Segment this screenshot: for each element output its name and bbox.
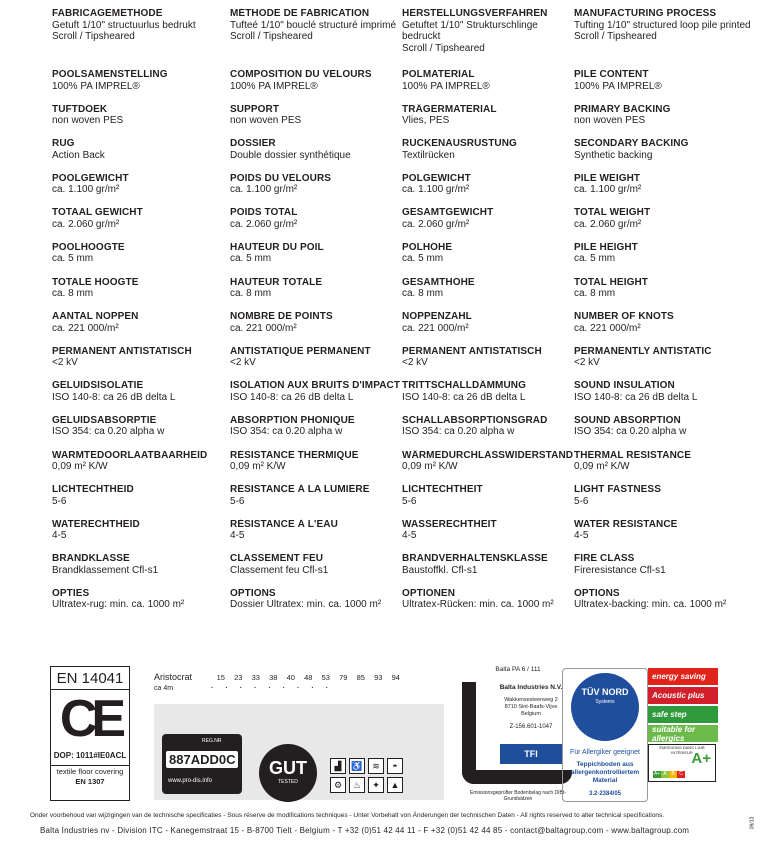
allergics-badge: suitable for allergics [648, 725, 718, 742]
certification-strip [50, 666, 740, 808]
width-value: 53 [321, 672, 330, 682]
spec-label: ABSORPTION PHONIQUE [230, 414, 355, 426]
spec-label: PILE WEIGHT [574, 172, 641, 184]
spec-item [574, 519, 752, 554]
width-value: 79 [339, 672, 348, 682]
spec-label: HAUTEUR DU POIL [230, 241, 324, 253]
spec-label: LICHTECHTHEID [52, 484, 134, 496]
spec-label: GESAMTHÖHE [402, 276, 475, 288]
ce-dop: DOP: 1011#IE0ACL [53, 751, 127, 760]
flame-icon: ✦ [368, 777, 384, 793]
spec-value: ca. 8 mm [230, 288, 272, 300]
heating-icon: ≋ [368, 758, 384, 774]
spec-item [52, 242, 230, 277]
spec-label: WÄRMEDURCHLASSWIDERSTAND [402, 449, 574, 461]
spec-label: THERMAL RESISTANCE [574, 449, 691, 461]
spec-label: PILE HEIGHT [574, 241, 638, 253]
width-value: 93 [374, 672, 383, 682]
spec-value: ISO 354: ca 0.20 alpha w [402, 426, 515, 438]
usage-icons [330, 758, 403, 793]
spec-item [574, 173, 752, 208]
width-value: 23 [234, 672, 243, 682]
spec-label: NOPPENZAHL [402, 311, 472, 323]
spec-value: non woven PES [574, 115, 646, 127]
spec-value: ca. 221 000/m² [402, 322, 469, 334]
spec-item [574, 380, 752, 415]
tuv-seal-icon: TÜV NORD Systems [571, 673, 639, 741]
spec-item [230, 519, 402, 554]
spec-value: ca. 5 mm [574, 253, 616, 265]
spec-label: POLHÖHE [402, 241, 453, 253]
spec-label: AANTAL NOPPEN [52, 311, 139, 323]
spec-item [402, 415, 574, 450]
spec-value: ca. 1.100 gr/m² [402, 184, 470, 196]
spec-item [574, 484, 752, 519]
spec-value: <2 kV [230, 357, 256, 369]
footer-contact: Balta Industries nv - Division ITC - Kanegemstraat 15 - B-8700 Tielt - Belgium - T +32 (0)51 42 44 11 - F +32 (0)51 42 44 85 - contact@baltagroup.com - www.baltagroup.com [40, 826, 690, 835]
gut-registration-card: REG.NR 887ADD0C www.pro-dis.info [162, 734, 242, 794]
spec-item [574, 242, 752, 277]
spec-item [402, 519, 574, 554]
spec-value: Tufting 1/10" structured loop pile printed Scroll / Tipsheared [574, 19, 751, 42]
spec-column-nl [52, 8, 230, 623]
indoor-air-label: ÉMISSIONS DANS L'AIR INTÉRIEUR A+ A+ A B C [648, 744, 716, 782]
width-value: 38 [269, 672, 278, 682]
spec-label: GELUIDSISOLATIE [52, 380, 144, 392]
foot-icon: ◓ [387, 758, 403, 774]
spec-item [574, 588, 752, 623]
spec-value: Ultratex-Rücken: min. ca. 1000 m² [402, 599, 554, 611]
gut-emblem-icon: GUT TESTED [259, 744, 317, 802]
spec-label: DOSSIER [230, 138, 276, 150]
spec-label: HERSTELLUNGSVERFAHREN [402, 8, 548, 19]
spec-item [574, 207, 752, 242]
spec-item [402, 553, 574, 588]
spec-item [230, 242, 402, 277]
spec-item [230, 588, 402, 623]
spec-label: OPTIES [52, 587, 90, 599]
spec-item [230, 415, 402, 450]
safe-step-badge: safe step [648, 706, 718, 723]
spec-item [230, 138, 402, 173]
spec-label: POOLHOOGTE [52, 241, 125, 253]
spec-value: Ultratex-backing: min. ca. 1000 m² [574, 599, 727, 611]
spec-label: SOUND INSULATION [574, 380, 675, 392]
spec-label: OPTIONS [574, 587, 620, 599]
spec-value: ca. 2.060 gr/m² [52, 218, 120, 230]
spec-label: POOLGEWICHT [52, 172, 129, 184]
spec-value: Fireresistance Cfl-s1 [574, 564, 666, 576]
spec-value: ca. 221 000/m² [574, 322, 641, 334]
spec-value: 4-5 [230, 530, 245, 542]
spec-label: LIGHT FASTNESS [574, 484, 661, 496]
tuv-allergy-label: TÜV NORD Systems Für Allergiker geeignet Teppichboden aus allergenkontrolliertem Material 3.2-2384/05 [562, 668, 648, 802]
spec-item [52, 553, 230, 588]
spec-value: ca. 5 mm [230, 253, 272, 265]
spec-item [574, 104, 752, 139]
spec-item [52, 69, 230, 104]
spec-label: BRANDVERHALTENSKLASSE [402, 553, 548, 565]
spec-value: ISO 354: ca 0.20 alpha w [574, 426, 687, 438]
spec-item [402, 311, 574, 346]
spec-label: PRIMARY BACKING [574, 103, 671, 115]
spec-label: RÉSISTANCE À L'EAU [230, 518, 338, 530]
spec-item [402, 104, 574, 139]
spec-item [230, 277, 402, 312]
spec-value: 5-6 [402, 495, 417, 507]
spec-label: POOLSAMENSTELLING [52, 69, 168, 80]
tfi-logo: TFI [500, 744, 562, 764]
spec-item [574, 8, 752, 69]
spec-value: 0,09 m² K/W [402, 461, 458, 473]
spec-item [52, 104, 230, 139]
spec-value: ca. 2.060 gr/m² [230, 218, 298, 230]
spec-item [574, 450, 752, 485]
spec-value: ca. 5 mm [52, 253, 94, 265]
ce-text: textile floor covering EN 1307 [56, 767, 124, 786]
spec-item [574, 277, 752, 312]
spec-item [402, 173, 574, 208]
width-value: 48 [304, 672, 313, 682]
spec-label: OPTIONEN [402, 587, 456, 599]
spec-value: ISO 140-8: ca 26 dB delta L [574, 391, 698, 403]
u-mark-icon: Balta Industries N.V. Wakkensesteenweg 2 8710 Sint-Baafs-Vijve Belgium Z-156.601-1047 TFI [462, 682, 572, 784]
spec-item [402, 242, 574, 277]
spec-label: TOTAAL GEWICHT [52, 207, 143, 219]
spec-item [574, 346, 752, 381]
spec-value: 0,09 m² K/W [52, 461, 108, 473]
spec-value: Baustoffkl. Cfl-s1 [402, 564, 478, 576]
spec-item [230, 311, 402, 346]
spec-item [230, 207, 402, 242]
spec-label: TUFTDOEK [52, 103, 108, 115]
spec-label: RÉSISTANCE THERMIQUE [230, 449, 359, 461]
spec-value: 100% PA IMPREL® [52, 80, 140, 92]
spec-value: ca. 8 mm [574, 288, 616, 300]
width-value: 33 [251, 672, 260, 682]
spec-item [402, 138, 574, 173]
spec-label: COMPOSITION DU VELOURS [230, 69, 372, 80]
spec-label: SECONDARY BACKING [574, 138, 689, 150]
ce-standard: EN 14041 [56, 670, 124, 687]
gut-web: www.pro-dis.info [168, 778, 213, 784]
spec-value: 5-6 [230, 495, 245, 507]
spec-label: TOTALE HOOGTE [52, 276, 139, 288]
spec-label: ANTISTATIQUE PERMANENT [230, 345, 371, 357]
spec-label: POIDS DU VELOURS [230, 172, 332, 184]
spec-item [52, 8, 230, 69]
spec-grid [52, 8, 752, 623]
spec-label: MANUFACTURING PROCESS [574, 8, 717, 19]
spec-value: ISO 140-8: ca 26 dB delta L [402, 391, 526, 403]
spec-value: Dossier Ultratex: min. ca. 1000 m² [230, 599, 382, 611]
aristocrat-dots: ········· [211, 685, 341, 692]
spec-label: BRANDKLASSE [52, 553, 130, 565]
wheel-icon: ⚙ [330, 777, 346, 793]
spec-label: NUMBER OF KNOTS [574, 311, 674, 323]
spec-item [52, 450, 230, 485]
spec-label: TRÄGERMATERIAL [402, 103, 497, 115]
spec-label: CLASSEMENT FEU [230, 553, 324, 565]
spec-value: ca. 2.060 gr/m² [574, 218, 642, 230]
spec-value: ca. 1.100 gr/m² [52, 184, 120, 196]
spec-label: PERMANENT ANTISTATISCH [402, 345, 542, 357]
spec-label: WARMTEDOORLAATBAARHEID [52, 449, 208, 461]
aristocrat-widths [154, 672, 454, 802]
width-value: 15 [216, 672, 225, 682]
spec-label: RUG [52, 138, 75, 150]
spec-label: RÉSISTANCE À LA LUMIÈRE [230, 484, 370, 496]
spec-value: Action Back [52, 149, 105, 161]
footer-disclaimer: Onder voorbehoud van wijzigingen van de technische specificaties - Sous réserve de modifications techniques - Unter Vorbehalt von Änderungen der technischen Daten - All rights reserved to alter technical specifications. [30, 812, 665, 819]
spec-item [574, 553, 752, 588]
gut-reg-number: 887ADD0C [166, 751, 238, 768]
spec-item [402, 277, 574, 312]
aristocrat-name: Aristocrat [154, 672, 193, 682]
spec-label: OPTIONS [230, 587, 276, 599]
spec-item [402, 484, 574, 519]
spec-item [52, 380, 230, 415]
spec-label: WASSERECHTHEIT [402, 518, 497, 530]
spec-label: GELUIDSABSORPTIE [52, 414, 157, 426]
spec-value: ca. 221 000/m² [230, 322, 297, 334]
spec-item [402, 8, 574, 69]
spec-item [230, 553, 402, 588]
spec-item [52, 138, 230, 173]
spec-item [52, 415, 230, 450]
spec-label: TOTAL HEIGHT [574, 276, 648, 288]
spec-value: ISO 354: ca 0.20 alpha w [52, 426, 165, 438]
spec-label: TOTAL WEIGHT [574, 207, 651, 219]
spec-item [52, 484, 230, 519]
spec-item [52, 588, 230, 623]
spec-value: Tufteé 1/10" bouclé structuré imprimé Scroll / Tipsheared [230, 19, 397, 42]
spec-item [402, 380, 574, 415]
spec-value: Brandklassement Cfl-s1 [52, 564, 159, 576]
energy-saving-badge: energy saving [648, 668, 718, 685]
spec-label: HAUTEUR TOTALE [230, 276, 323, 288]
spec-label: SOUND ABSORPTION [574, 414, 681, 426]
spec-item [230, 484, 402, 519]
spec-value: Textilrücken [402, 149, 455, 161]
spec-value: 4-5 [574, 530, 589, 542]
spec-value: Vlies, PES [402, 115, 450, 127]
spec-label: FABRICAGEMETHODE [52, 8, 163, 19]
aristocrat-row [154, 685, 454, 692]
spec-value: 4-5 [402, 530, 417, 542]
spec-label: PILE CONTENT [574, 69, 649, 80]
spec-item [574, 311, 752, 346]
spec-item [230, 450, 402, 485]
spec-item [402, 346, 574, 381]
spec-value: ISO 140-8: ca 26 dB delta L [230, 391, 354, 403]
spec-item [402, 69, 574, 104]
spec-value: ca. 221 000/m² [52, 322, 119, 334]
spec-value: ca. 5 mm [402, 253, 444, 265]
spec-item [402, 207, 574, 242]
spec-label: PERMANENTLY ANTISTATIC [574, 345, 712, 357]
width-value: 40 [286, 672, 295, 682]
footer-code: 09/13 [749, 816, 756, 830]
spec-item [402, 450, 574, 485]
spec-value: <2 kV [402, 357, 428, 369]
fire-icon: ♨ [349, 777, 365, 793]
spec-column-de [402, 8, 574, 623]
spec-value: ca. 1.100 gr/m² [230, 184, 298, 196]
spec-value: 100% PA IMPREL® [402, 80, 490, 92]
acoustic-plus-badge: Acoustic plus [648, 687, 718, 704]
spec-value: 4-5 [52, 530, 67, 542]
spec-item [230, 346, 402, 381]
spec-value: ISO 140-8: ca 26 dB delta L [52, 391, 176, 403]
chair-icon: ♿ [349, 758, 365, 774]
spec-item [230, 380, 402, 415]
balta-top: Balta PA 6 / 111 [495, 666, 541, 673]
spec-value: ca. 1.100 gr/m² [574, 184, 642, 196]
spec-item [574, 69, 752, 104]
ce-label [50, 666, 130, 801]
aristocrat-row-label: ca 4m [154, 685, 174, 692]
spec-item [52, 519, 230, 554]
width-value: 85 [356, 672, 365, 682]
spec-value: Getuft 1/10" structuurlus bedrukt Scroll / Tipsheared [52, 19, 196, 42]
spec-value: 5-6 [574, 495, 589, 507]
spec-item [52, 346, 230, 381]
spec-item [230, 8, 402, 69]
level-icon: ▲ [387, 777, 403, 793]
spec-value: ca. 2.060 gr/m² [402, 218, 470, 230]
spec-item [52, 311, 230, 346]
spec-value: ca. 8 mm [402, 288, 444, 300]
spec-value: 5-6 [52, 495, 67, 507]
spec-item [230, 69, 402, 104]
spec-label: ISOLATION AUX BRUITS D'IMPACT [230, 380, 401, 392]
spec-label: POLGEWICHT [402, 172, 471, 184]
stairs-icon: ▟ [330, 758, 346, 774]
green-labels [648, 668, 718, 782]
spec-label: POIDS TOTAL [230, 207, 298, 219]
spec-label: SUPPORT [230, 103, 280, 115]
ce-mark-icon: CE [59, 690, 121, 748]
spec-label: LICHTECHTHEIT [402, 484, 483, 496]
spec-label: PERMANENT ANTISTATISCH [52, 345, 192, 357]
spec-label: GESAMTGEWICHT [402, 207, 494, 219]
spec-label: WATER RESISTANCE [574, 518, 678, 530]
spec-item [52, 277, 230, 312]
spec-value: <2 kV [52, 357, 78, 369]
spec-value: 100% PA IMPREL® [230, 80, 318, 92]
spec-value: ca. 8 mm [52, 288, 94, 300]
spec-value: Getuftet 1/10" Strukturschlinge bedruckt Scroll / Tipsheared [402, 19, 538, 54]
spec-label: NOMBRE DE POINTS [230, 311, 333, 323]
spec-label: TRITTSCHALLDÄMMUNG [402, 380, 527, 392]
spec-value: non woven PES [230, 115, 302, 127]
spec-column-en [574, 8, 752, 623]
spec-label: RÜCKENAUSRÜSTUNG [402, 138, 517, 150]
spec-value: Synthetic backing [574, 149, 653, 161]
spec-value: Double dossier synthétique [230, 149, 351, 161]
spec-label: FIRE CLASS [574, 553, 635, 565]
spec-item [574, 415, 752, 450]
spec-column-fr [230, 8, 402, 623]
spec-value: 0,09 m² K/W [574, 461, 630, 473]
spec-value: <2 kV [574, 357, 600, 369]
spec-label: POLMATERIAL [402, 69, 475, 80]
spec-item [230, 173, 402, 208]
spec-item [402, 588, 574, 623]
width-value: 94 [391, 672, 400, 682]
spec-item [230, 104, 402, 139]
aristocrat-header [154, 672, 454, 682]
spec-value: non woven PES [52, 115, 124, 127]
spec-value: ISO 354: ca 0.20 alpha w [230, 426, 343, 438]
spec-value: 0,09 m² K/W [230, 461, 286, 473]
balta-bottom: Emissionsgeprüfter Bodenbelag nach DIBt-Grundsätzen [470, 790, 566, 802]
spec-label: WATERECHTHEID [52, 518, 140, 530]
spec-value: 100% PA IMPREL® [574, 80, 662, 92]
spec-label: SCHALLABSORPTIONSGRAD [402, 414, 548, 426]
spec-value: Ultratex-rug: min. ca. 1000 m² [52, 599, 185, 611]
spec-item [52, 173, 230, 208]
spec-label: MÉTHODE DE FABRICATION [230, 8, 370, 19]
spec-item [574, 138, 752, 173]
balta-emission-label [458, 666, 578, 806]
spec-item [52, 207, 230, 242]
spec-value: Classement feu Cfl-s1 [230, 564, 329, 576]
